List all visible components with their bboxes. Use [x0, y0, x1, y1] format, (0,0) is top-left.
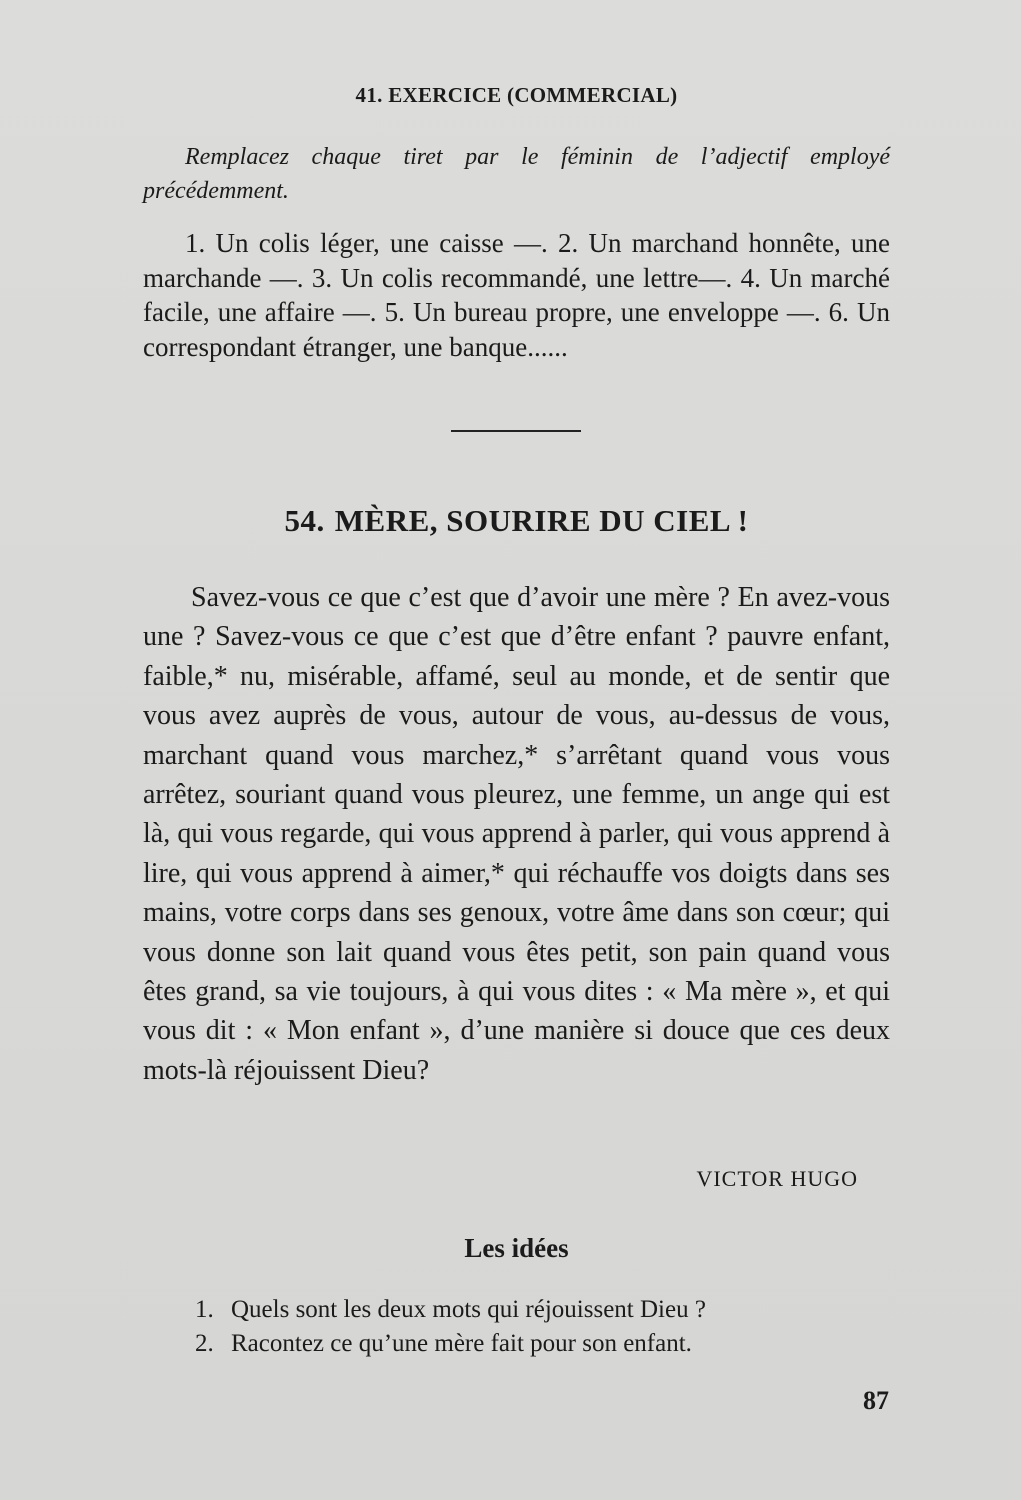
questions-list: [195, 1293, 895, 1361]
question-item: [195, 1327, 895, 1361]
question-number: 1.: [195, 1296, 214, 1323]
lesson-text: Savez-vous ce que c’est que d’avoir une mère ? En avez-vous une ? Savez-vous ce que c’est que d’être enfant ? pauvre enfant, faible,* nu, misérable, affamé, seul au monde, et de sentir que vous avez auprès de vous, autour de vous, au-dessus de vous, marchant quand vous marchez,* s’arrêtant quand vous vous arrêtez, souriant quand vous pleurez, une femme, un ange qui est là, qui vous regarde, qui vous apprend à parler, qui vous apprend à lire, qui vous apprend à aimer,* qui réchauffe vos doigts dans ses mains, votre corps dans ses genoux, votre âme dans son cœur; qui vous donne son lait quand vous êtes petit, son pain quand vous êtes grand, sa vie toujours, à qui vous dites : « Ma mère », et qui vous dit : « Mon enfant », d’une manière si douce que ces deux mots-là réjouissent Dieu?: [143, 582, 890, 1086]
lesson-heading: [143, 503, 890, 539]
question-text: Quels sont les deux mots qui réjouissent Dieu ?: [231, 1296, 706, 1323]
question-number: 2.: [195, 1330, 214, 1357]
question-text: Racontez ce qu’une mère fait pour son enfant.: [231, 1330, 692, 1357]
lesson-title: MÈRE, SOURIRE DU CIEL !: [334, 503, 749, 538]
lesson-number: 54.: [284, 503, 325, 538]
question-item: [195, 1293, 895, 1327]
exercise-body: 1. Un colis léger, une caisse —. 2. Un marchand honnête, une marchande —. 3. Un colis recommandé, une lettre—. 4. Un marché facile, une affaire —. 5. Un bureau propre, une enveloppe —. 6. Un correspondant étranger, une banque......: [143, 228, 890, 362]
lesson-author: VICTOR HUGO: [696, 1166, 858, 1191]
section-divider: [451, 430, 581, 432]
exercise-instruction: Remplacez chaque tiret par le féminin de l’adjectif employé précédemment.: [143, 144, 890, 204]
exercise-title: 41. EXERCICE (COMMERCIAL): [355, 83, 678, 107]
ideas-title: Les idées: [464, 1233, 569, 1263]
page-number: 87: [863, 1386, 889, 1415]
